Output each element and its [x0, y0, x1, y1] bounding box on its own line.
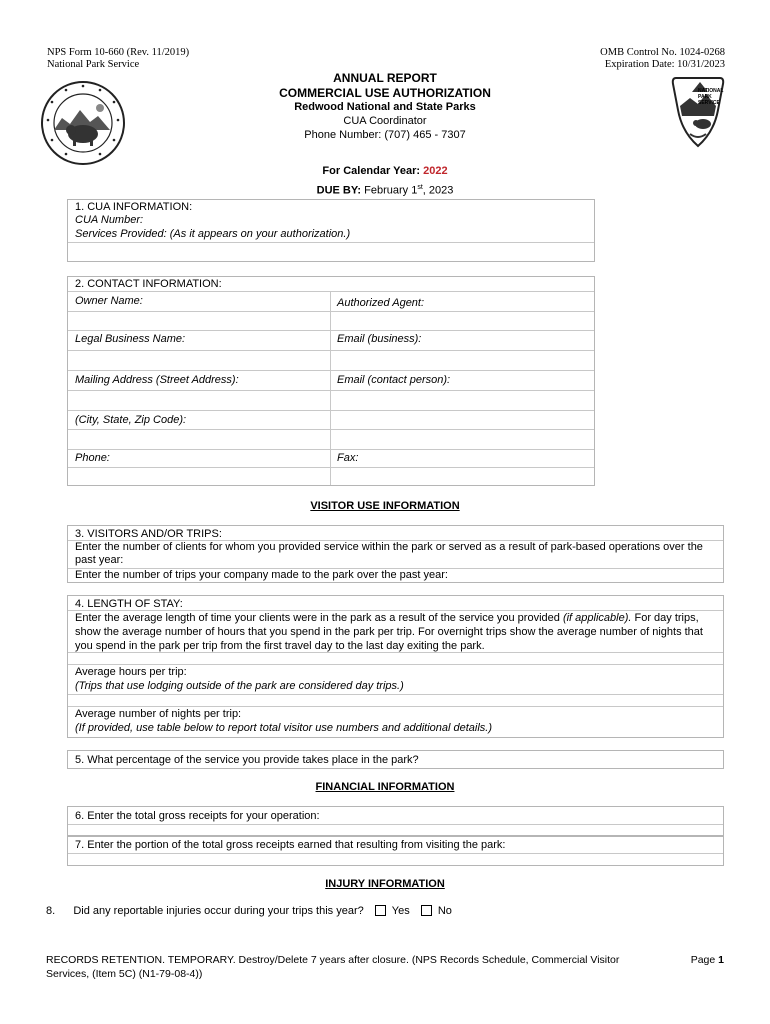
- q4-title: 4. LENGTH OF STAY:: [75, 598, 183, 610]
- section-length-of-stay: [67, 595, 724, 738]
- section-gross-receipts: [67, 806, 724, 836]
- coordinator: CUA Coordinator: [343, 115, 427, 127]
- city-state-zip-label: (City, State, Zip Code):: [75, 414, 187, 426]
- q8-number: 8.: [46, 905, 56, 917]
- financial-heading: FINANCIAL INFORMATION: [315, 781, 455, 793]
- owner-name-label: Owner Name:: [75, 295, 143, 307]
- avg-hours-label: Average hours per trip:: [75, 666, 187, 678]
- injury-heading: INJURY INFORMATION: [325, 878, 445, 890]
- no-checkbox[interactable]: [421, 905, 432, 916]
- section-contact-information: [67, 276, 595, 486]
- q3-title: 3. VISITORS AND/OR TRIPS:: [75, 528, 222, 540]
- q5-text: 5. What percentage of the service you provide takes place in the park?: [75, 754, 419, 766]
- phone-number: Phone Number: (707) 465 - 7307: [304, 129, 466, 141]
- authorized-agent-label: Authorized Agent:: [337, 297, 425, 309]
- phone-label: Phone:: [75, 452, 110, 464]
- section2-title: 2. CONTACT INFORMATION:: [75, 278, 222, 290]
- q4-instructions: Enter the average length of time your clients were in the park as a result of the service you provided (if applicable). For day trips, show the average number of hours that you spend in the park per trip. For overnight trips show the average number of nights that you spend in the park per trip from the first travel day to the last day exiting the park.: [75, 612, 703, 652]
- form-number: NPS Form 10-660 (Rev. 11/2019): [47, 47, 190, 58]
- yes-checkbox[interactable]: [375, 905, 386, 916]
- yes-label: Yes: [391, 905, 410, 917]
- avg-nights-note: (If provided, use table below to report total visitor use numbers and additional details.): [75, 722, 493, 734]
- calendar-year: 2022: [423, 165, 448, 177]
- agency-name: National Park Service: [47, 59, 140, 70]
- title-cua: COMMERCIAL USE AUTHORIZATION: [279, 86, 491, 100]
- arrowhead-label: NATIONAL PARK SERVICE: [698, 88, 724, 106]
- records-retention: RECORDS RETENTION. TEMPORARY. Destroy/Delete 7 years after closure. (NPS Records Schedule, Commercial Visitor Services, (Item 5C) (N1-79-08-4)): [46, 954, 620, 980]
- email-contact-label: Email (contact person):: [337, 374, 451, 386]
- park-name: Redwood National and State Parks: [294, 101, 476, 113]
- expiration-date: Expiration Date: 10/31/2023: [604, 59, 725, 70]
- services-provided-label: Services Provided: (As it appears on your authorization.): [75, 228, 351, 240]
- fax-label: Fax:: [337, 452, 359, 464]
- title-annual-report: ANNUAL REPORT: [333, 71, 437, 85]
- due-by-line: DUE BY: February 1st, 2023: [316, 184, 454, 197]
- avg-nights-label: Average number of nights per trip:: [75, 708, 242, 720]
- omb-control: OMB Control No. 1024-0268: [600, 47, 725, 58]
- q6-text: 6. Enter the total gross receipts for your operation:: [75, 810, 320, 822]
- calendar-year-line: For Calendar Year: 2022: [322, 165, 448, 177]
- q8-row: [46, 904, 452, 918]
- section-visitors-trips: [67, 525, 724, 583]
- page-number: Page 1: [690, 954, 724, 966]
- q7-text: 7. Enter the portion of the total gross receipts earned that resulting from visiting the park:: [75, 839, 506, 851]
- section-cua-information: [67, 199, 595, 262]
- cua-number-label: CUA Number:: [75, 214, 144, 226]
- section-park-receipts: [67, 836, 724, 866]
- section1-title: 1. CUA INFORMATION:: [75, 201, 193, 213]
- q8-text: Did any reportable injuries occur during your trips this year?: [73, 905, 364, 917]
- email-business-label: Email (business):: [337, 333, 422, 345]
- q3-clients-text: Enter the number of clients for whom you provided service within the park or served as a result of park-based operations over the past year:: [75, 541, 703, 566]
- visitor-use-heading: VISITOR USE INFORMATION: [310, 500, 460, 512]
- no-label: No: [437, 905, 452, 917]
- avg-hours-note: (Trips that use lodging outside of the park are considered day trips.): [75, 680, 404, 692]
- q3-trips-text: Enter the number of trips your company made to the park over the past year:: [75, 569, 448, 581]
- section-percentage: [67, 750, 724, 769]
- legal-business-name-label: Legal Business Name:: [75, 333, 186, 345]
- mailing-address-label: Mailing Address (Street Address):: [75, 374, 239, 386]
